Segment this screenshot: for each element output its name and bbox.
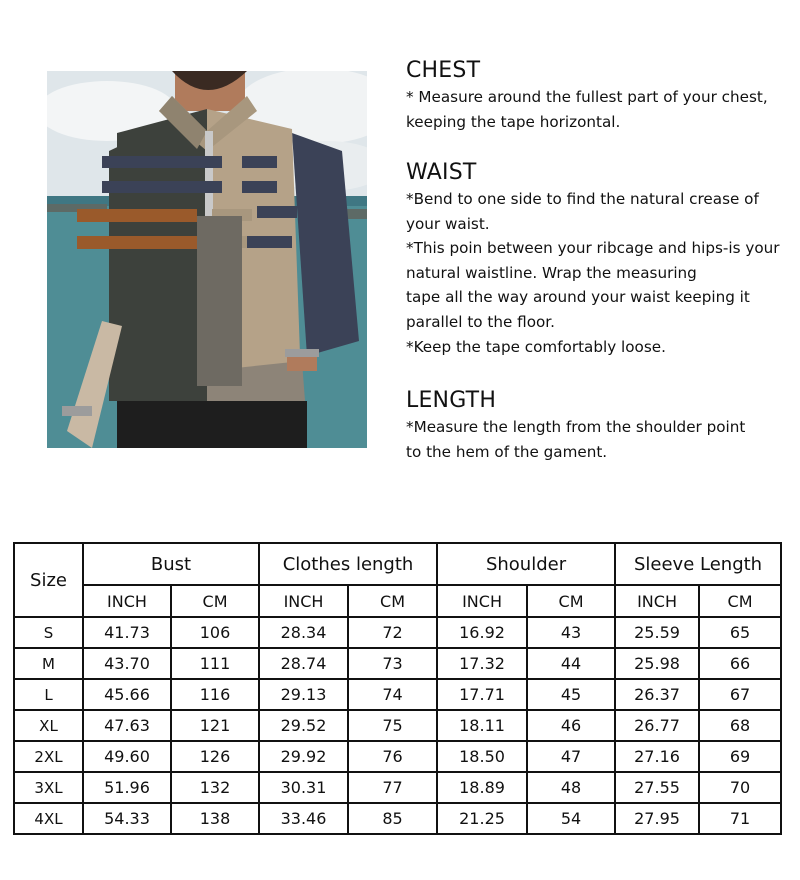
table-cell: 68	[699, 710, 781, 741]
waist-line: parallel to the floor.	[406, 312, 555, 331]
table-cell: 28.74	[259, 648, 348, 679]
chest-guide	[406, 58, 798, 134]
table-cell: 76	[348, 741, 437, 772]
waist-guide	[406, 160, 798, 359]
table-cell: 44	[527, 648, 615, 679]
waist-line: *This poin between your ribcage and hips-is your	[406, 239, 780, 258]
table-cell: 54	[527, 803, 615, 834]
unit-header-inch: INCH	[437, 585, 527, 617]
table-cell: 27.95	[615, 803, 699, 834]
table-cell: 69	[699, 741, 781, 772]
table-cell: 67	[699, 679, 781, 710]
unit-header-cm: CM	[527, 585, 615, 617]
table-row	[14, 741, 781, 772]
size-label: 2XL	[14, 741, 83, 772]
table-cell: 18.11	[437, 710, 527, 741]
chest-line: * Measure around the fullest part of your chest,	[406, 88, 768, 106]
unit-header-inch: INCH	[83, 585, 171, 617]
waist-line: tape all the way around your waist keeping it	[406, 288, 750, 307]
table-cell: 25.98	[615, 648, 699, 679]
table-cell: 27.16	[615, 741, 699, 772]
clothes-length-header: Clothes length	[259, 543, 437, 585]
table-cell: 33.46	[259, 803, 348, 834]
length-line: to the hem of the gament.	[406, 442, 608, 461]
bust-header: Bust	[83, 543, 259, 585]
table-cell: 43.70	[83, 648, 171, 679]
table-cell: 16.92	[437, 617, 527, 648]
table-cell: 126	[171, 741, 259, 772]
table-cell: 43	[527, 617, 615, 648]
table-row	[14, 617, 781, 648]
size-label: M	[14, 648, 83, 679]
table-cell: 116	[171, 679, 259, 710]
table-cell: 30.31	[259, 772, 348, 803]
table-cell: 17.71	[437, 679, 527, 710]
waist-line: your waist.	[406, 214, 490, 233]
size-label: L	[14, 679, 83, 710]
table-cell: 28.34	[259, 617, 348, 648]
table-cell: 48	[527, 772, 615, 803]
table-cell: 138	[171, 803, 259, 834]
table-cell: 45.66	[83, 679, 171, 710]
table-cell: 29.92	[259, 741, 348, 772]
chest-line: keeping the tape horizontal.	[406, 112, 621, 131]
size-column-header: Size	[14, 543, 83, 617]
table-cell: 41.73	[83, 617, 171, 648]
unit-header-inch: INCH	[615, 585, 699, 617]
table-cell: 51.96	[83, 772, 171, 803]
table-cell: 17.32	[437, 648, 527, 679]
table-row	[14, 772, 781, 803]
table-cell: 46	[527, 710, 615, 741]
length-title: LENGTH	[406, 388, 497, 413]
table-cell: 85	[348, 803, 437, 834]
table-cell: 75	[348, 710, 437, 741]
table-cell: 18.50	[437, 741, 527, 772]
waist-line: *Keep the tape comfortably loose.	[406, 337, 666, 356]
table-cell: 29.52	[259, 710, 348, 741]
table-cell: 70	[699, 772, 781, 803]
table-cell: 45	[527, 679, 615, 710]
unit-header-cm: CM	[348, 585, 437, 617]
table-cell: 18.89	[437, 772, 527, 803]
unit-header-inch: INCH	[259, 585, 348, 617]
table-cell: 111	[171, 648, 259, 679]
table-cell: 29.13	[259, 679, 348, 710]
table-cell: 54.33	[83, 803, 171, 834]
table-cell: 49.60	[83, 741, 171, 772]
size-chart-table	[13, 542, 782, 835]
table-row	[14, 679, 781, 710]
table-row	[14, 803, 781, 834]
table-cell: 26.77	[615, 710, 699, 741]
product-photo	[47, 71, 367, 448]
length-line: *Measure the length from the shoulder point	[406, 418, 746, 436]
unit-header-cm: CM	[171, 585, 259, 617]
waist-line: natural waistline. Wrap the measuring	[406, 263, 697, 282]
sleeve-length-header: Sleeve Length	[615, 543, 781, 585]
table-row	[14, 710, 781, 741]
size-label: 4XL	[14, 803, 83, 834]
table-cell: 26.37	[615, 679, 699, 710]
table-cell: 47.63	[83, 710, 171, 741]
table-cell: 74	[348, 679, 437, 710]
length-guide	[406, 388, 798, 464]
table-row	[14, 648, 781, 679]
waist-line: *Bend to one side to find the natural crease of	[406, 190, 759, 208]
table-cell: 66	[699, 648, 781, 679]
table-cell: 72	[348, 617, 437, 648]
table-cell: 21.25	[437, 803, 527, 834]
table-cell: 77	[348, 772, 437, 803]
table-cell: 47	[527, 741, 615, 772]
size-label: S	[14, 617, 83, 648]
waist-title: WAIST	[406, 160, 477, 185]
table-cell: 27.55	[615, 772, 699, 803]
unit-header-row	[14, 585, 781, 617]
unit-header-cm: CM	[699, 585, 781, 617]
model-wearing-polo-illustration	[47, 71, 367, 448]
table-cell: 71	[699, 803, 781, 834]
table-cell: 132	[171, 772, 259, 803]
size-table-body	[14, 617, 781, 834]
table-cell: 25.59	[615, 617, 699, 648]
table-cell: 106	[171, 617, 259, 648]
size-label: XL	[14, 710, 83, 741]
size-label: 3XL	[14, 772, 83, 803]
shoulder-header: Shoulder	[437, 543, 615, 585]
table-cell: 121	[171, 710, 259, 741]
table-cell: 73	[348, 648, 437, 679]
chest-title: CHEST	[406, 58, 481, 83]
table-cell: 65	[699, 617, 781, 648]
